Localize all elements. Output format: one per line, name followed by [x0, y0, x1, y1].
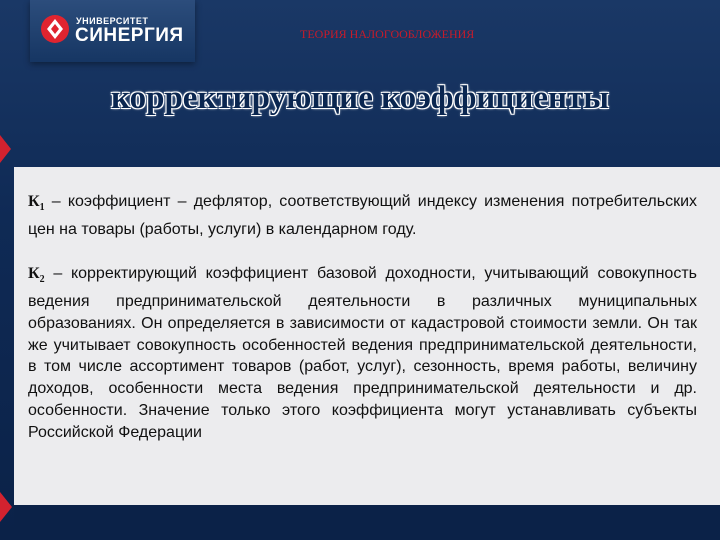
- logo-top-text: УНИВЕРСИТЕТ: [76, 16, 149, 26]
- synergy-logo-icon: [40, 14, 70, 44]
- content-panel: [14, 167, 720, 505]
- k2-text: – корректирующий коэффициент базовой доходности, учитывающий совокупность ведения предпринимательской деятельности в различных муниципальных образованиях. Он определяется в зависимости от кадастровой стоимости земли. Он так же учитывает совокупность особенностей ведения предпринимательской деятельности, в том числе ассортимент товаров (работ, услуг), сезонность, время работы, величину доходов, особенности места ведения предпринимательской деятельности и др. особенности. Значение только этого коэффициента могут устанавливать субъекты Российской Федерации: [28, 265, 697, 441]
- university-logo: [30, 0, 195, 62]
- bottom-bar: [14, 505, 720, 540]
- left-red-triangle-bottom: [0, 492, 12, 522]
- left-red-triangle-top: [0, 135, 11, 163]
- logo-bottom-text: СИНЕРГИЯ: [75, 25, 184, 46]
- course-caption: ТЕОРИЯ НАЛОГООБЛОЖЕНИЯ: [300, 27, 475, 41]
- k1-text: – коэффициент – дефлятор, соответствующий индексу изменения потребительских цен на товары (работы, услуги) в календарном году.: [28, 193, 697, 238]
- slide-title: корректирующие коэффициенты: [111, 80, 609, 116]
- k1-symbol: $К_1$: [28, 193, 45, 214]
- k2-symbol: $К_2$: [28, 265, 45, 286]
- paragraph-k2: [28, 263, 697, 444]
- paragraph-k1: [28, 191, 697, 241]
